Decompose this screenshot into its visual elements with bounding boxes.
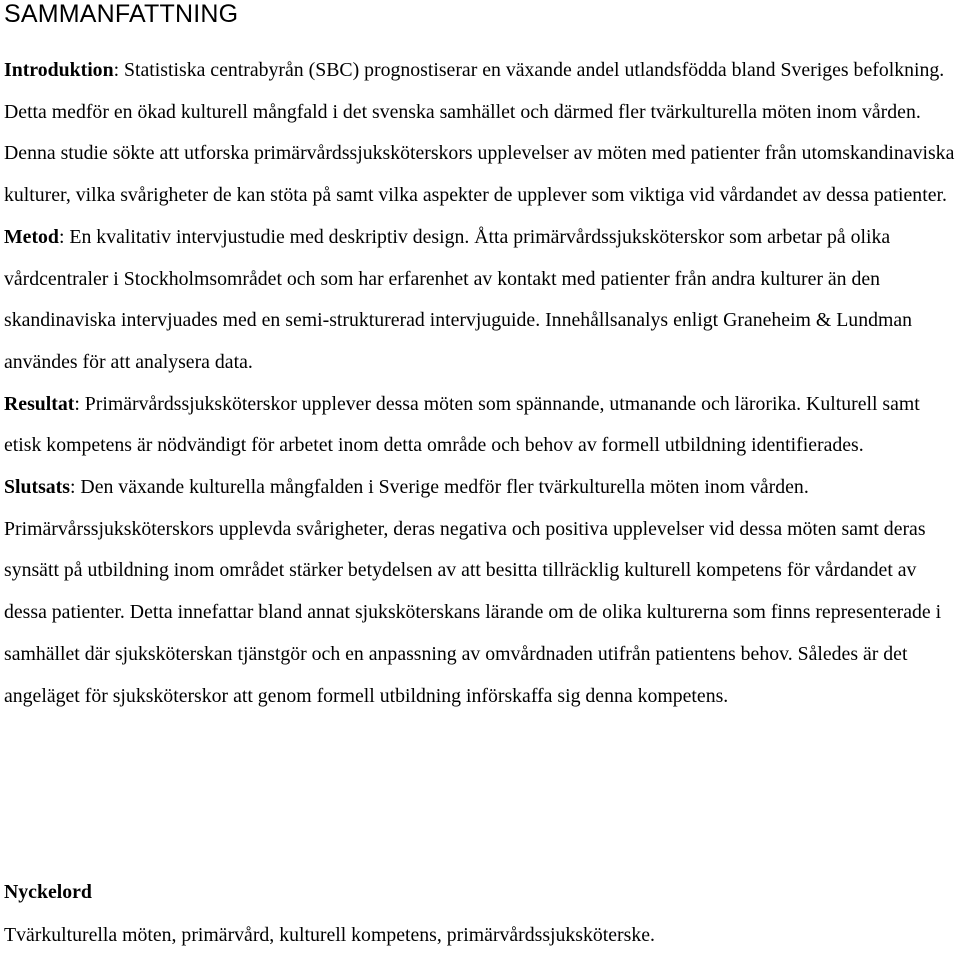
keywords-list: Tvärkulturella möten, primärvård, kulturell kompetens, primärvårdssjuksköterske. <box>4 924 655 946</box>
result-label: Resultat <box>4 392 75 415</box>
method-text: : En kvalitativ intervjustudie med deskriptiv design. Åtta primärvårdssjuksköterskor som arbetar på olika vårdcentraler i Stockholmsområdet och som har erfarenhet av kontakt med patienter från andra kulturer än den skandinaviska intervjuades med en semi-strukturerad intervjuguide. Innehållsanalys enligt Graneheim & Lundman användes för att analysera data. <box>4 225 913 373</box>
intro-paragraph <box>4 50 960 217</box>
method-paragraph <box>4 217 960 384</box>
intro-label: Introduktion <box>4 59 114 81</box>
intro-text: : Statistiska centrabyrån (SBC) prognostiserar en växande andel utlandsfödda bland Sveriges befolkning. Detta medför en ökad kulturell mångfald i det svenska samhället och därmed fler tvärkulturella möten inom vården. Denna studie sökte att utforska primärvårdssjuksköterskors upplevelser av möten med patienter från utomskandinaviska kulturer, vilka svårigheter de kan stöta på samt vilka aspekter de upplever som viktiga vid vårdandet av dessa patienter. <box>4 59 955 207</box>
conclusion-paragraph <box>4 467 960 717</box>
conclusion-text: : Den växande kulturella mångfalden i Sverige medför fler tvärkulturella möten inom vården. Primärvårssjuksköterskors upplevda svårigheter, deras negativa och positiva upplevelser vid dessa möten samt deras synsätt på utbildning inom området stärker betydelsen av att besitta tillräcklig kulturell kompetens för vårdandet av dessa patienter. Detta innefattar bland annat sjuksköterskans lärande om de olika kulturerna som finns representerade i samhället där sjuksköterskan tjänstgör och en anpassning av omvårdnaden utifrån patientens behov. Således är det angeläget för sjuksköterskor att genom formell utbildning införskaffa sig denna kompetens. <box>4 476 942 707</box>
conclusion-label: Slutsats <box>4 476 70 499</box>
keywords-heading: Nyckelord <box>4 881 92 903</box>
abstract-body <box>4 50 960 717</box>
method-label: Metod <box>4 225 59 248</box>
result-text: : Primärvårdssjuksköterskor upplever dessa möten som spännande, utmanande och lärorika. Kulturell samt etisk kompetens är nödvändigt för arbetet inom detta område och behov av formell utbildning identifierades. <box>4 392 920 457</box>
page-heading: SAMMANFATTNING <box>4 0 239 28</box>
result-paragraph <box>4 384 960 467</box>
